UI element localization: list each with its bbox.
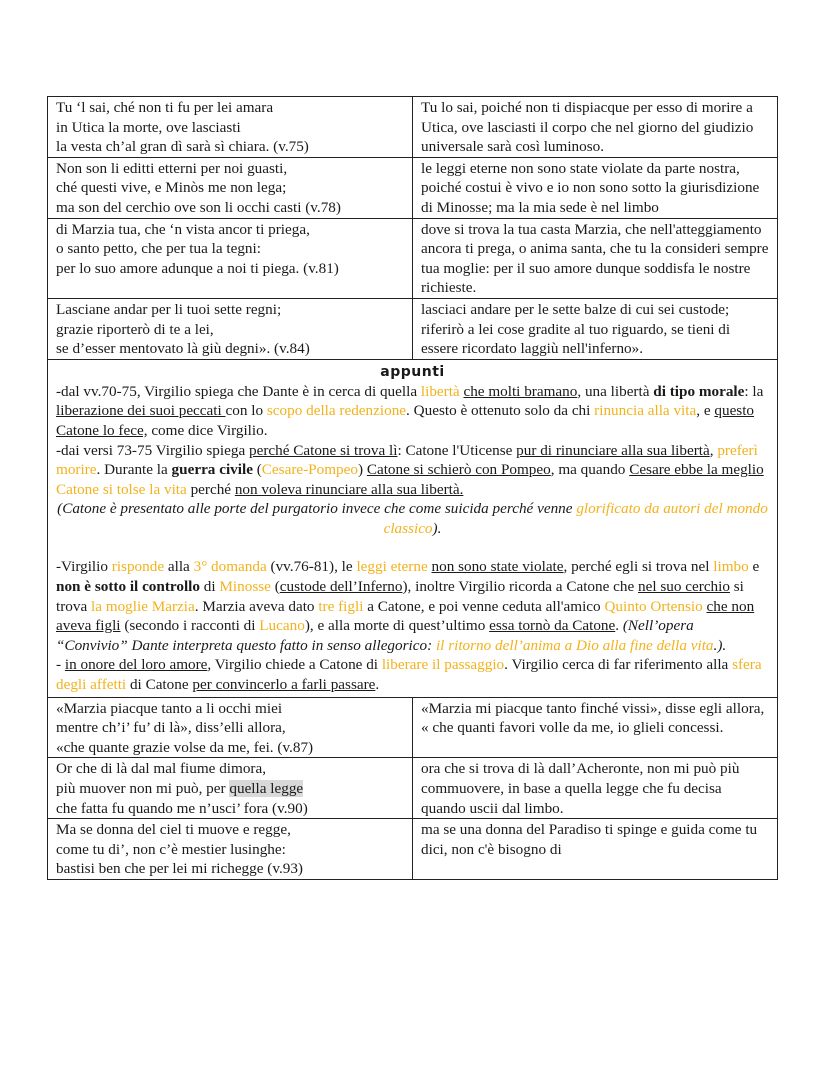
italic-text: (Nell’opera “Convivio” Dante interpreta questo fatto in senso allegorico: (56, 617, 694, 654)
highlight-text: Minosse (219, 578, 271, 596)
highlight-text: 3° domanda (193, 558, 267, 576)
highlight-text: limbo (713, 558, 749, 576)
underlined-text: essa tornò da Catone (489, 617, 616, 635)
highlight-text: preferì morire (56, 441, 758, 479)
translation-cell (413, 218, 778, 298)
highlight-text: scopo della redenzione (266, 402, 407, 420)
text-run: -Virgilio (56, 558, 112, 576)
text-run: . Durante la (96, 461, 172, 479)
verse-cell (48, 758, 413, 819)
text-run: : la (744, 382, 764, 400)
text-run: . Virgilio cerca di far riferimento alla (504, 656, 733, 674)
underlined-text: nel suo cerchio (638, 578, 730, 596)
notes-paragraph-5 (56, 655, 769, 694)
text-run: : Catone l'Uticense (397, 441, 517, 459)
text-run: più muover non mi può, per (56, 780, 230, 797)
text-run: , una libertà (577, 382, 654, 400)
verse-cell (48, 218, 413, 298)
table-row (48, 157, 778, 218)
document-sheet (47, 96, 778, 880)
verse-line (56, 779, 404, 799)
verse-translation-table-top (47, 96, 778, 360)
text-run: ) (357, 461, 367, 479)
underlined-text: non sono state violate (431, 558, 564, 576)
text-run: e (748, 558, 760, 576)
verse-line: la vesta ch’al gran dì sarà sì chiara. (v.75) (56, 138, 309, 156)
highlight-text: la moglie Marzia (91, 597, 195, 615)
text-run: . (615, 617, 623, 635)
verse-line: ma son del cerchio ove son li occhi casti (v.78) (56, 198, 341, 216)
verse-cell (48, 157, 413, 218)
verse-line: per lo suo amore adunque a noi ti piega. (v.81) (56, 259, 339, 277)
text-run: a Catone, e poi venne ceduta all'amico (363, 597, 605, 615)
notes-title: appunti (380, 363, 445, 380)
translation-text: ora che si trova di là dall’Acheronte, non mi può più commuovere, in base a quella legge che fu decisa quando uscii dal limbo. (421, 760, 740, 817)
underlined-text: pur di rinunciare alla sua libertà (516, 441, 710, 459)
highlight-text: risponde (111, 558, 165, 576)
text-run: alla (164, 558, 194, 576)
gray-highlight-text: quella legge (229, 780, 304, 797)
table-row (48, 758, 778, 819)
text-run: ). (432, 519, 442, 537)
text-run: di Catone (126, 676, 193, 694)
verse-line: Lasciane andar per li tuoi sette regni; (56, 300, 282, 318)
text-run: . (375, 676, 380, 694)
notes-paragraph-3 (56, 499, 769, 538)
text-run: -dai versi 73-75 Virgilio spiega (56, 441, 249, 459)
verse-line: se d’esser mentovato là giù degni». (v.84) (56, 340, 310, 358)
text-run: , perché egli si trova nel (563, 558, 714, 576)
text-run: ( (252, 461, 262, 479)
translation-text: le leggi eterne non sono state violate da parte nostra, poiché costui è vivo e io non sono sotto la giurisdizione di Minosse; ma la mia sede è nel limbo (421, 159, 760, 216)
underlined-text: che non aveva figli (56, 597, 755, 635)
translation-cell (413, 697, 778, 758)
verse-cell (48, 697, 413, 758)
highlight-text: glorificato da autori del mondo classico (383, 500, 768, 537)
verse-line: «che quante grazie volse da me, fei. (v.87) (56, 738, 314, 756)
underlined-text: custode dell’Inferno (279, 578, 403, 596)
text-run: si trova (56, 578, 744, 615)
highlight-text: Quinto Ortensio (604, 597, 703, 615)
verse-line: grazie riporterò di te a lei, (56, 320, 214, 338)
bold-text: di tipo morale (653, 382, 745, 400)
text-run: ( (270, 578, 280, 596)
text-run: ), inoltre Virgilio ricorda a Catone che (402, 578, 639, 596)
highlight-text: il ritorno dell’anima a Dio alla fine della vita (435, 636, 714, 654)
verse-line: ché questi vive, e Minòs me non lega; (56, 179, 287, 197)
text-run: (Catone è presentato alle porte del purgatorio invece che come suicida perché venne (57, 500, 577, 518)
translation-text: Tu lo sai, poiché non ti dispiacque per esso di morire a Utica, ove lasciasti il corpo che nel giorno del giudizio universale sarà così luminoso. (421, 99, 754, 156)
text-run: (secondo i racconti di (120, 617, 260, 635)
underlined-text: non voleva rinunciare alla sua libertà. (234, 480, 464, 498)
text-run: . Marzia aveva dato (194, 597, 319, 615)
table-row (48, 819, 778, 880)
verse-line: Ma se donna del ciel ti muove e regge, (56, 821, 291, 839)
text-run: , ma quando (550, 461, 630, 479)
table-row (48, 218, 778, 298)
highlight-text: tre figli (318, 597, 364, 615)
highlight-text: Catone si tolse la vita (56, 480, 187, 498)
highlight-text: sfera degli affetti (56, 656, 762, 694)
highlight-text: Lucano (259, 617, 305, 635)
table-row (48, 298, 778, 359)
text-run: , e (696, 402, 715, 420)
underlined-text: questo Catone lo fece, (56, 402, 755, 439)
underlined-text: Cesare ebbe la meglio (629, 461, 764, 479)
verse-line: come tu di’, non c’è mestier lusinghe: (56, 840, 286, 858)
highlight-text: libertà (420, 382, 460, 400)
verse-line: bastisi ben che per lei mi richegge (v.93) (56, 860, 303, 878)
table-row (48, 97, 778, 158)
bold-text: guerra civile (171, 461, 253, 479)
bold-text: non è sotto il controllo (56, 578, 200, 596)
text-run: ), e alla morte di quest’ultimo (304, 617, 490, 635)
table-row (48, 697, 778, 758)
notes-paragraph-1 (56, 382, 769, 441)
verse-line: «Marzia piacque tanto a li occhi miei (56, 699, 283, 717)
translation-cell (413, 298, 778, 359)
verse-line: Non son li editti etterni per noi guasti, (56, 159, 288, 177)
text-run: con lo (225, 402, 267, 420)
translation-text: dove si trova la tua casta Marzia, che nell'atteggiamento ancora ti prega, o anima santa, che tu la consideri sempre tua moglie: per il suo amore dunque soddisfa le nostre richieste. (421, 220, 769, 297)
text-run: di (200, 578, 220, 596)
verse-line: di Marzia tua, che ‘n vista ancor ti priega, (56, 220, 310, 238)
underlined-text: Catone si schierò con Pompeo (366, 461, 551, 479)
translation-text: «Marzia mi piacque tanto finché vissi», disse egli allora, « che quanti favori volle da me, io glieli concessi. (421, 699, 765, 737)
verse-line: Or che di là dal mal fiume dimora, (56, 760, 267, 778)
highlight-text: leggi eterne (356, 558, 428, 576)
verse-translation-table-bottom (47, 697, 778, 880)
text-run: (vv.76-81), le (266, 558, 357, 576)
text-run: . Questo è ottenuto solo da chi (406, 402, 595, 420)
text-run: - (56, 656, 65, 674)
underlined-text: per convincerlo a farli passare (192, 676, 376, 694)
notes-paragraph-4 (56, 557, 769, 655)
notes-paragraph-2 (56, 441, 769, 500)
text-run: -dal vv.70-75, Virgilio spiega che Dante è in cerca di quella (56, 382, 421, 400)
translation-cell (413, 97, 778, 158)
text-run: , (709, 441, 718, 459)
translation-cell (413, 819, 778, 880)
translation-text: ma se una donna del Paradiso ti spinge e guida come tu dici, non c'è bisogno di (421, 821, 758, 858)
verse-line: in Utica la morte, ove lasciasti (56, 118, 241, 136)
verse-line: o santo petto, che per tua la tegni: (56, 240, 261, 258)
highlight-text: liberare il passaggio (381, 656, 505, 674)
verse-line: mentre ch’i’ fu’ di là», diss’elli allora, (56, 719, 286, 737)
verse-line: Tu ‘l sai, ché non ti fu per lei amara (56, 99, 274, 116)
underlined-text: in onore del loro amore (64, 656, 208, 674)
verse-cell (48, 819, 413, 880)
text-run: , Virgilio chiede a Catone di (207, 656, 382, 674)
highlight-text: rinuncia alla vita (594, 402, 697, 420)
translation-cell (413, 758, 778, 819)
text-run: perché (186, 480, 235, 498)
underlined-text: perché Catone si trova lì (248, 441, 398, 459)
verse-cell (48, 298, 413, 359)
highlight-text: Cesare-Pompeo (261, 461, 358, 479)
translation-text: lasciaci andare per le sette balze di cui sei custode; riferirò a lei cose gradite al tuo riguardo, se tieni di essere ricordato laggiù nell'inferno». (421, 300, 731, 358)
notes-section (47, 360, 778, 697)
verse-cell (48, 97, 413, 158)
italic-text: .). (713, 636, 727, 654)
underlined-text: che molti bramano (463, 382, 578, 400)
text-run: come dice Virgilio. (147, 421, 268, 439)
verse-line: che fatta fu quando me n’usci’ fora (v.90) (56, 799, 308, 817)
translation-cell (413, 157, 778, 218)
underlined-text: liberazione dei suoi peccati (56, 402, 226, 420)
spacer (56, 538, 769, 557)
